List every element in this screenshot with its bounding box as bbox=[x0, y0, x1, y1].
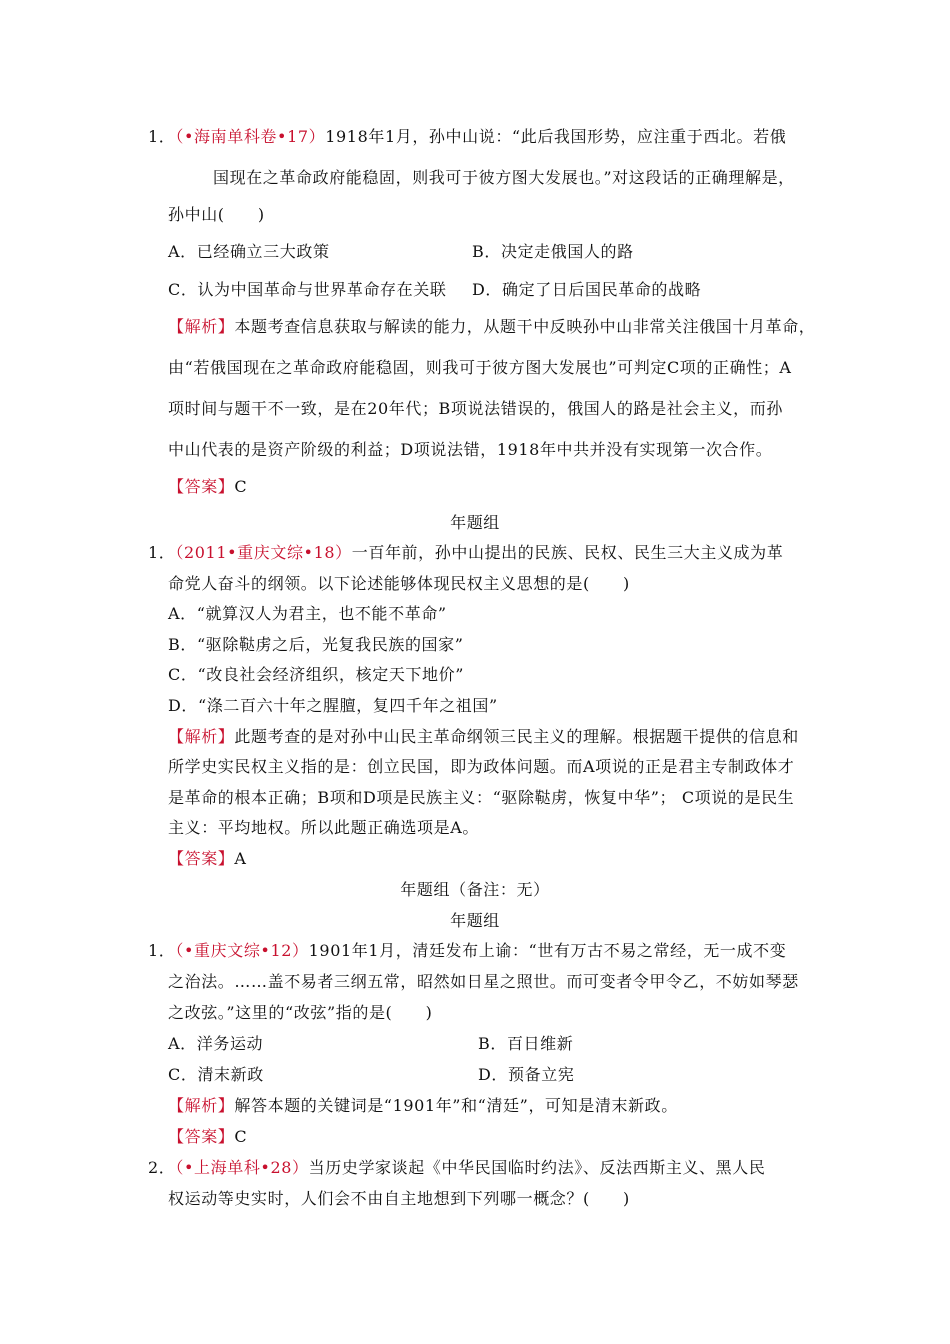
answer-value: A bbox=[234, 849, 247, 868]
question-stem-line: 之改弦。”这里的“改弦”指的是( ) bbox=[168, 1003, 433, 1022]
question-source: （•重庆文综•12） bbox=[175, 941, 309, 960]
analysis-text: 解答本题的关键词是“1901年”和“清廷”，可知是清末新政。 bbox=[234, 1096, 678, 1115]
option-b: B．百日维新 bbox=[478, 1034, 574, 1053]
question-stem: 1901年1月，清廷发布上谕：“世有万古不易之常经，无一成不变 bbox=[308, 941, 787, 960]
analysis-line: 所学史实民权主义指的是：创立民国，即为政体问题。而A项说的正是君主专制政体才 bbox=[168, 757, 795, 776]
question-stem-line: 命党人奋斗的纲领。以下论述能够体现民权主义思想的是( ) bbox=[168, 574, 630, 593]
analysis-line: 主义：平均地权。所以此题正确选项是A。 bbox=[168, 818, 479, 837]
question-number: 1． bbox=[148, 127, 176, 146]
option-d: D．预备立宪 bbox=[478, 1065, 575, 1084]
analysis-line: 由“若俄国现在之革命政府能稳固，则我可于彼方图大发展也”可判定C项的正确性；A bbox=[168, 358, 792, 377]
analysis-first-line bbox=[168, 727, 799, 747]
answer-value: C bbox=[234, 477, 248, 496]
analysis-text: 此题考查的是对孙中山民主革命纲领三民主义的理解。根据题干提供的信息和 bbox=[234, 727, 799, 746]
question-stem-line: 之治法。……盖不易者三纲五常，昭然如日星之照世。而可变者令甲令乙，不妨如琴瑟 bbox=[168, 972, 799, 991]
answer-label: 【答案】 bbox=[168, 1127, 235, 1146]
option-a: A．洋务运动 bbox=[168, 1034, 264, 1053]
question-stem-line: 国现在之革命政府能稳固，则我可于彼方图大发展也。”对这段话的正确理解是， bbox=[213, 168, 795, 187]
analysis-line: 是革命的根本正确；B项和D项是民族主义：“驱除鞑虏，恢复中华”； C项说的是民生 bbox=[168, 788, 795, 807]
option-c: C．认为中国革命与世界革命存在关联 bbox=[168, 280, 447, 299]
answer-label: 【答案】 bbox=[168, 477, 235, 496]
analysis-label: 【解析】 bbox=[168, 317, 235, 336]
analysis-first-line bbox=[168, 1096, 678, 1116]
answer-label: 【答案】 bbox=[168, 849, 235, 868]
option-a: A．“就算汉人为君主，也不能不革命” bbox=[168, 604, 447, 623]
option-b: B．决定走俄国人的路 bbox=[472, 242, 634, 261]
question-stem: 当历史学家谈起《中华民国临时约法》、反法西斯主义、黑人民 bbox=[308, 1158, 766, 1177]
option-c: C．清末新政 bbox=[168, 1065, 264, 1084]
question-1a-first-line bbox=[148, 127, 786, 147]
question-source: （•海南单科卷•17） bbox=[175, 127, 326, 146]
question-number: 2． bbox=[148, 1158, 176, 1177]
answer-line bbox=[168, 1127, 247, 1147]
answer-line bbox=[168, 477, 247, 497]
question-1b-first-line bbox=[148, 543, 783, 563]
analysis-first-line bbox=[168, 317, 815, 337]
analysis-line: 中山代表的是资产阶级的利益；D项说法错，1918年中共并没有实现第一次合作。 bbox=[168, 440, 773, 459]
question-2-first-line bbox=[148, 1158, 765, 1178]
option-b: B．“驱除鞑虏之后，光复我民族的国家” bbox=[168, 635, 464, 654]
answer-line bbox=[168, 849, 247, 869]
question-stem-line: 权运动等史实时，人们会不由自主地想到下列哪一概念？( ) bbox=[168, 1189, 630, 1208]
option-d: D．“涤二百六十年之腥膻，复四千年之祖国” bbox=[168, 696, 498, 715]
group-heading: 年题组（备注：无） bbox=[400, 880, 550, 899]
question-1c-first-line bbox=[148, 941, 786, 961]
question-source: （2011•重庆文综•18） bbox=[175, 543, 352, 562]
question-stem: 1918年1月，孙中山说：“此后我国形势，应注重于西北。若俄 bbox=[325, 127, 787, 146]
question-stem: 一百年前，孙中山提出的民族、民权、民生三大主义成为革 bbox=[351, 543, 784, 562]
option-c: C．“改良社会经济组织，核定天下地价” bbox=[168, 665, 465, 684]
question-stem-line: 孙中山( ) bbox=[168, 205, 265, 224]
option-a: A．已经确立三大政策 bbox=[168, 242, 330, 261]
question-number: 1． bbox=[148, 543, 176, 562]
analysis-label: 【解析】 bbox=[168, 727, 235, 746]
group-heading: 年题组 bbox=[450, 513, 500, 532]
option-d: D．确定了日后国民革命的战略 bbox=[472, 280, 702, 299]
question-source: （•上海单科•28） bbox=[175, 1158, 309, 1177]
question-number: 1． bbox=[148, 941, 176, 960]
group-heading: 年题组 bbox=[450, 911, 500, 930]
analysis-line: 项时间与题干不一致，是在20年代；B项说法错误的，俄国人的路是社会主义，而孙 bbox=[168, 399, 783, 418]
analysis-text: 本题考查信息获取与解读的能力，从题干中反映孙中山非常关注俄国十月革命， bbox=[234, 317, 816, 336]
answer-value: C bbox=[234, 1127, 248, 1146]
analysis-label: 【解析】 bbox=[168, 1096, 235, 1115]
